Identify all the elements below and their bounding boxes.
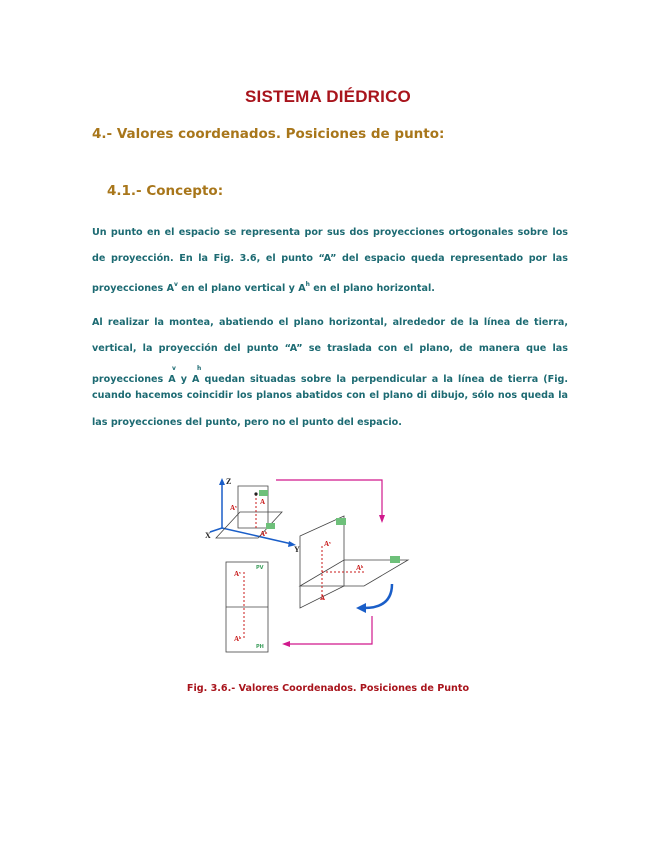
pv-tag-large xyxy=(336,518,346,525)
y-axis xyxy=(222,528,292,544)
label-x: X xyxy=(205,531,211,540)
subsection-heading: 4.1.- Concepto: xyxy=(107,183,224,199)
rotation-arrowhead xyxy=(356,603,366,613)
paragraph-2-line-4: cuando hacemos coincidir los planos abatidos con el plano di dibujo, sólo nos queda la xyxy=(92,390,568,401)
paragraph-1-line-1: Un punto en el espacio se representa por sus dos proyecciones ortogonales sobre los xyxy=(92,227,568,238)
superscript-v: v xyxy=(174,281,178,288)
pv-tag-small xyxy=(259,490,268,496)
paragraph-2-line-3: proyecciones A y A quedan situadas sobre la perpendicular a la línea de tierra (Fig. xyxy=(92,374,568,385)
label-z: Z xyxy=(226,477,232,486)
ph-tag-small xyxy=(266,523,275,529)
paragraph-1-line-2: de proyección. En la Fig. 3.6, el punto “A” del espacio queda representado por las xyxy=(92,253,568,264)
paragraph-1-line-3 xyxy=(92,272,568,298)
label-av-large: Aᵛ xyxy=(324,540,332,548)
label-av-small: Aᵛ xyxy=(230,504,238,512)
montea-2d xyxy=(226,562,268,652)
figure-caption: Fig. 3.6.- Valores Coordenados. Posiciones de Punto xyxy=(186,683,470,694)
arrow-magenta-bottom xyxy=(288,616,372,644)
superscript-h: h xyxy=(197,365,202,372)
x-axis xyxy=(210,528,222,532)
text-span: proyecciones A xyxy=(92,283,175,294)
paragraph-2-line-1: Al realizar la montea, abatiendo el plano horizontal, alrededor de la línea de tierra, xyxy=(92,317,568,328)
paragraph-2-continued xyxy=(92,372,568,404)
ph-tag-large xyxy=(390,556,400,563)
label-ah-montea: Aʰ xyxy=(234,635,242,643)
z-arrowhead xyxy=(219,478,225,485)
label-a: A xyxy=(260,498,266,506)
arrow-magenta-bottom-head xyxy=(282,641,290,647)
paragraph-2-end xyxy=(92,410,568,436)
rotation-arrow xyxy=(364,584,392,608)
text-span: en el plano vertical y A xyxy=(177,283,306,294)
text-span: en el plano horizontal. xyxy=(309,283,435,294)
label-a-large: A xyxy=(320,594,326,602)
paragraph-2-line-5: las proyecciones del punto, pero no el punto del espacio. xyxy=(92,417,402,428)
horizontal-plane-large xyxy=(300,560,408,586)
section-heading: 4.- Valores coordenados. Posiciones de punto: xyxy=(92,126,445,142)
paragraph-1 xyxy=(92,220,568,298)
superscript-v: v xyxy=(172,365,176,372)
label-av-montea: Aᵛ xyxy=(234,570,242,578)
arrow-magenta-top xyxy=(276,480,382,518)
planes-3d xyxy=(300,516,408,613)
paragraph-2 xyxy=(92,310,568,362)
label-ah-large: Aʰ xyxy=(356,564,364,572)
paragraph-2-line-2: vertical, la proyección del punto “A” se traslada con el plano, de manera que las xyxy=(92,343,568,354)
page-title: SISTEMA DIÉDRICO xyxy=(245,87,411,106)
point-a xyxy=(254,492,257,495)
axes-3d xyxy=(205,477,300,554)
dihedral-figure xyxy=(196,468,426,658)
label-ah-small: Aʰ xyxy=(260,530,268,538)
label-y: Y xyxy=(294,545,300,554)
label-pv: PV xyxy=(256,565,264,571)
label-ph: PH xyxy=(256,644,264,650)
arrow-magenta-top-head xyxy=(379,515,385,523)
superscript-h: h xyxy=(305,281,310,288)
